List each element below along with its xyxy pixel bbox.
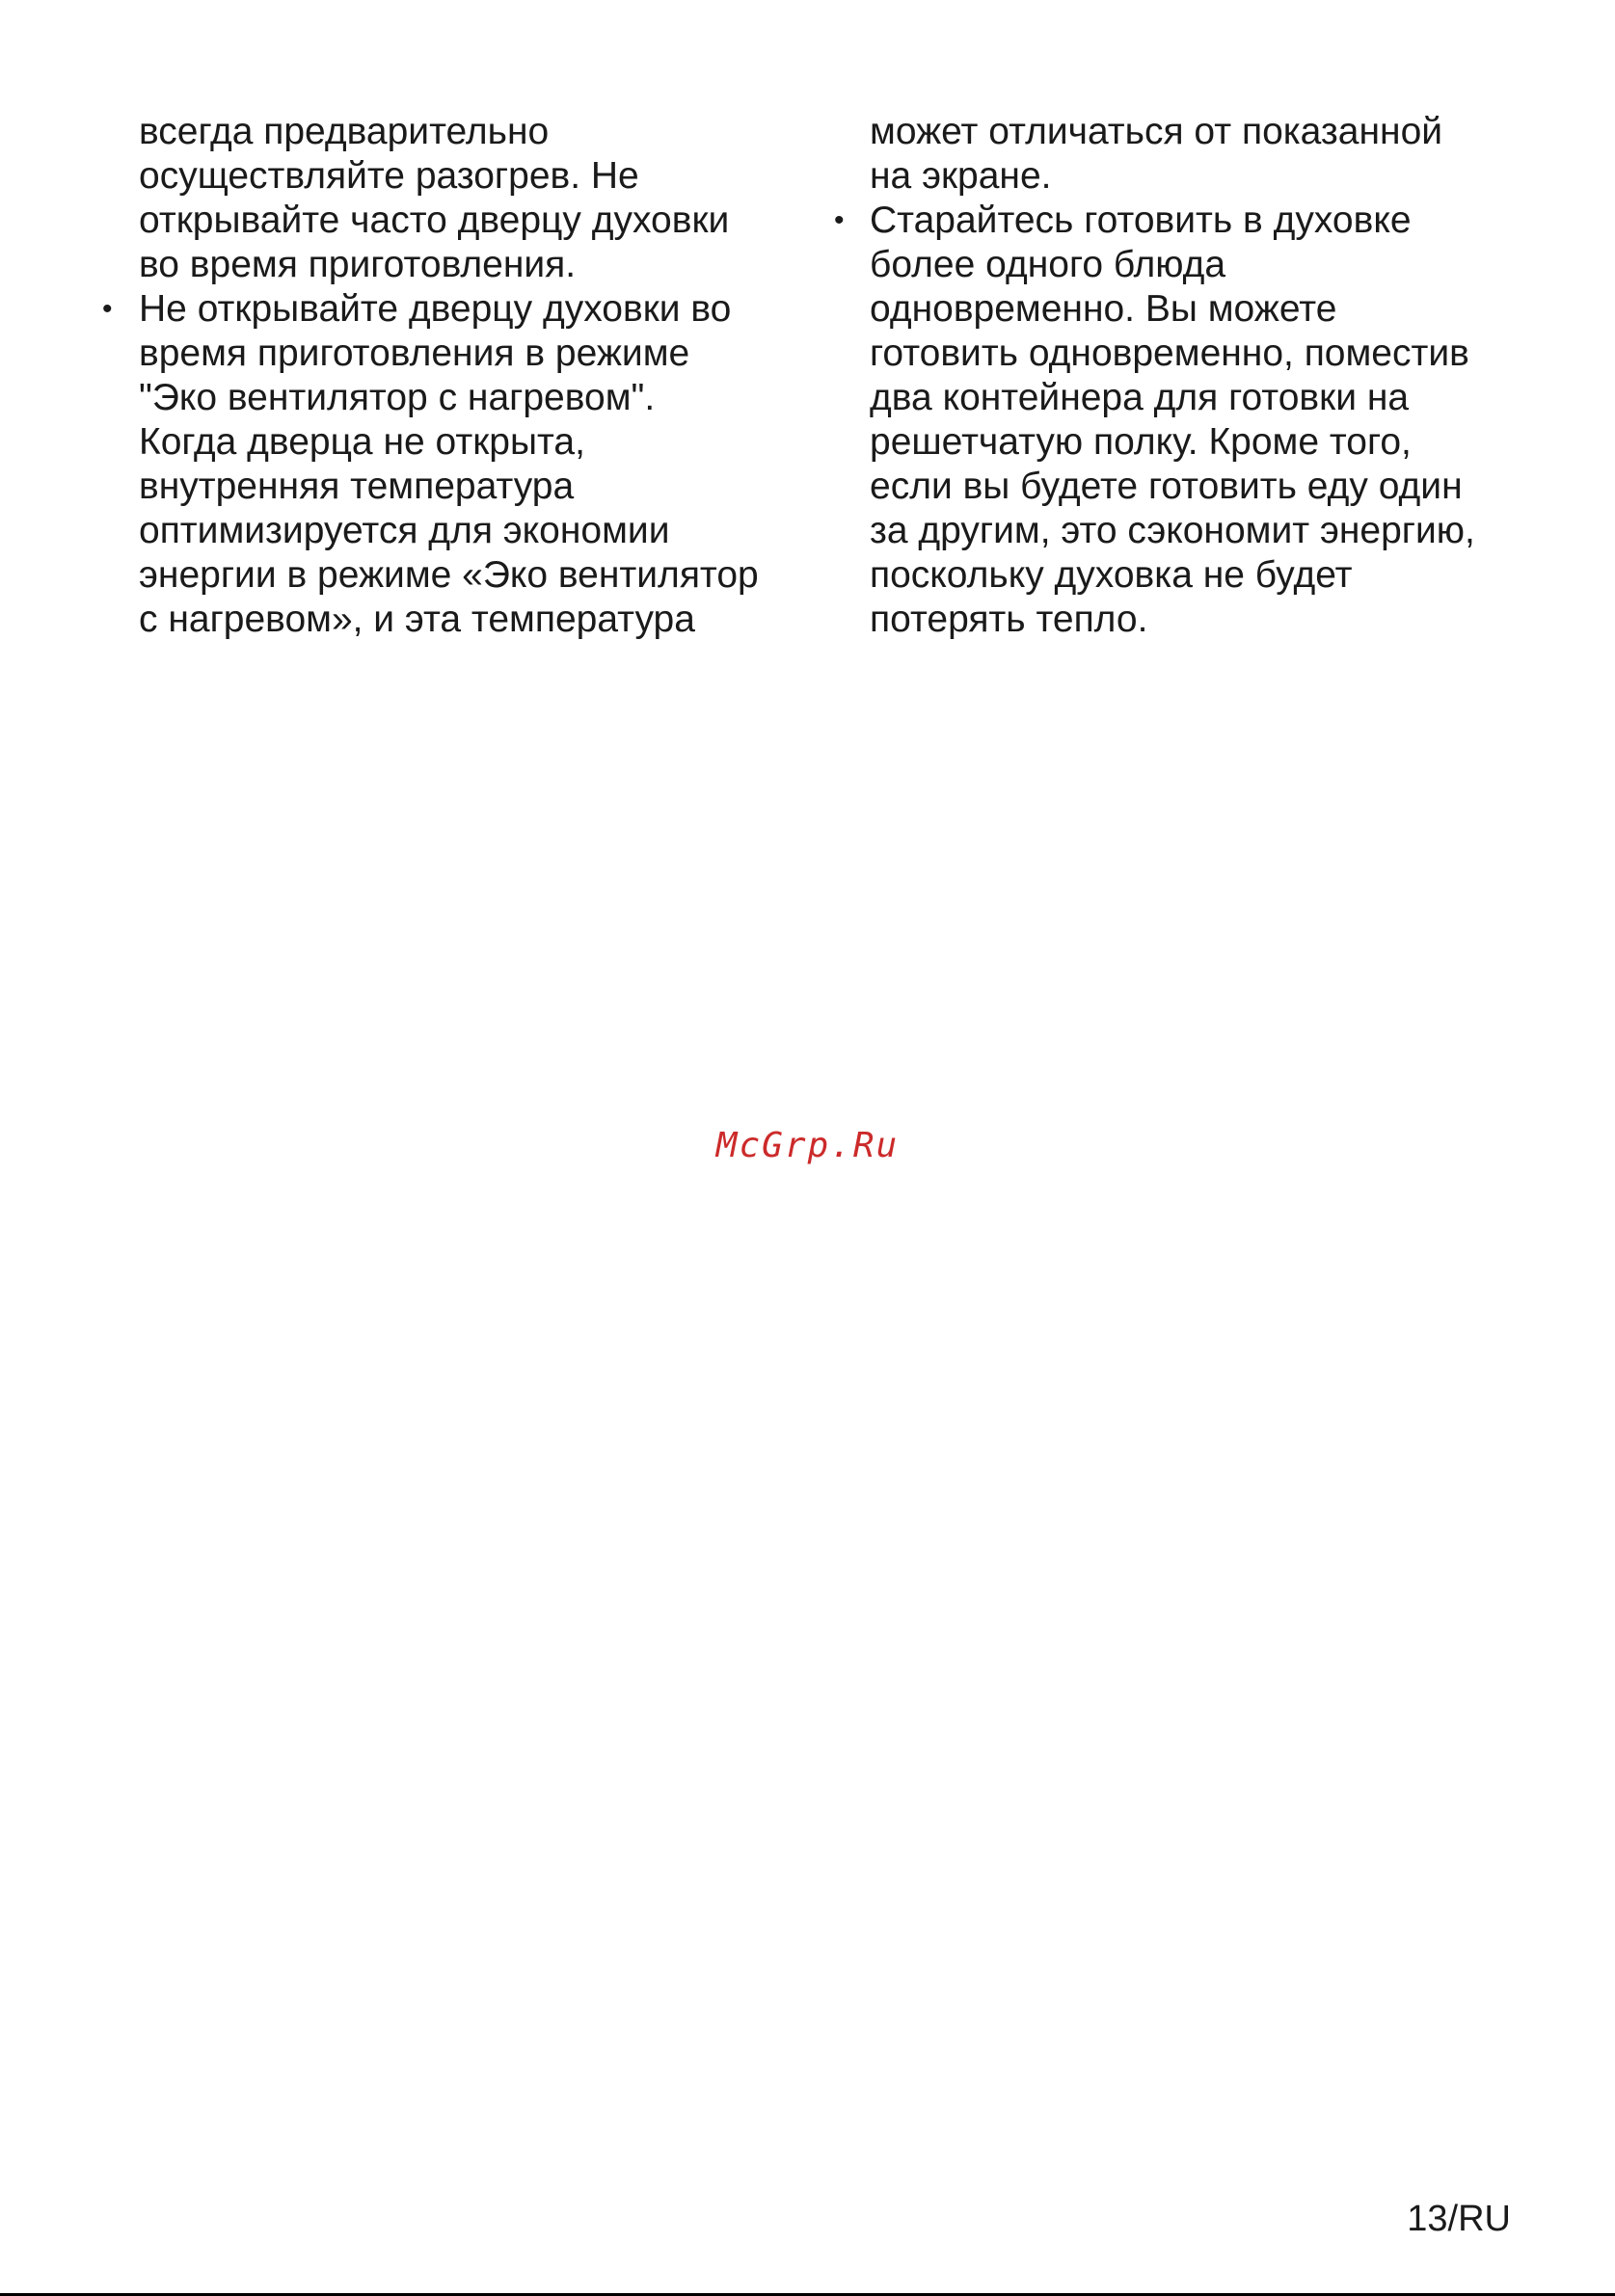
left-line: с нагревом», и эта температура	[139, 599, 695, 640]
left-line: открывайте часто дверцу духовки	[139, 200, 730, 241]
right-line: два контейнера для готовки на	[870, 377, 1410, 418]
left-line: время приготовления в режиме	[139, 333, 690, 374]
left-line: "Эко вентилятор с нагревом".	[139, 377, 656, 418]
bullet-icon: •	[102, 293, 113, 325]
left-line: внутренняя температура	[139, 466, 575, 507]
left-line: всегда предварительно	[139, 111, 550, 152]
left-line: осуществляйте разогрев. Не	[139, 155, 639, 197]
right-line: поскольку духовка не будет	[870, 554, 1353, 596]
bullet-icon: •	[834, 204, 845, 236]
watermark: McGrp.Ru	[715, 1126, 900, 1165]
right-line: потерять тепло.	[870, 599, 1148, 640]
right-line: Старайтесь готовить в духовке	[870, 200, 1412, 241]
right-line: на экране.	[870, 155, 1052, 197]
right-line: одновременно. Вы можете	[870, 288, 1337, 330]
right-line: за другим, это сэкономит энергию,	[870, 510, 1475, 551]
right-line: если вы будете готовить еду один	[870, 466, 1463, 507]
right-line: может отличаться от показанной	[870, 111, 1443, 152]
left-line: энергии в режиме «Эко вентилятор	[139, 554, 759, 596]
right-line: более одного блюда	[870, 244, 1226, 285]
left-line: Когда дверца не открыта,	[139, 421, 585, 463]
right-line: готовить одновременно, поместив	[870, 333, 1469, 374]
page-number: 13/RU	[1407, 2199, 1511, 2239]
right-line: решетчатую полку. Кроме того,	[870, 421, 1412, 463]
left-line: Не открывайте дверцу духовки во	[139, 288, 732, 330]
left-line: оптимизируется для экономии	[139, 510, 670, 551]
left-line: во время приготовления.	[139, 244, 577, 285]
